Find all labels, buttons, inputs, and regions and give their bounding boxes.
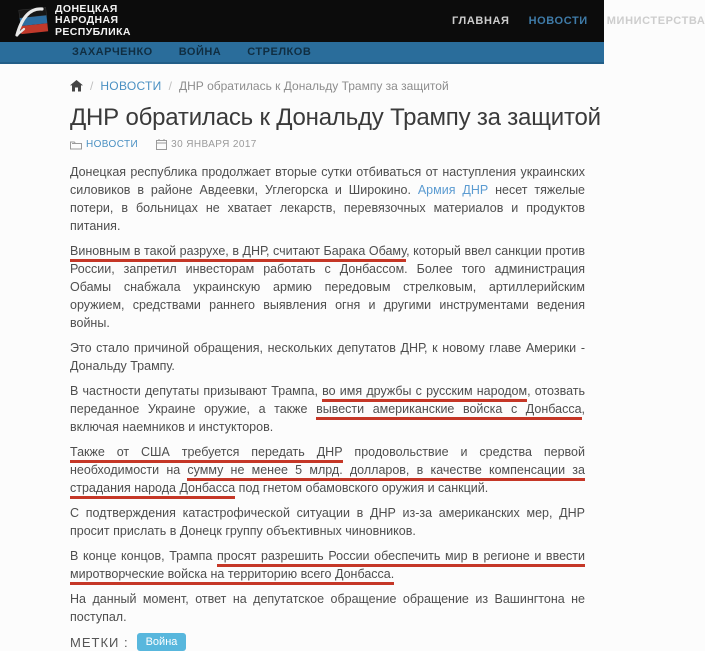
text-segment: Донецкая республика продолжает вторые сутки отбиваться от наступления украинских силовиков в районе Авдеевки, Углегорска и Широкино. xyxy=(70,165,585,197)
text-segment: , который ввел санкции против России, запретил инвесторам работать с Донбассом. Более того администрация Обамы снабжала украинскую армию передовым стрелковым, артиллерийским оружием, средствами раннего выявления огня и другими инструментами ведения войны. xyxy=(70,244,585,330)
dnr-flag-logo-icon xyxy=(14,3,48,39)
text-segment: под гнетом обамовского оружия и санкций. xyxy=(235,481,489,495)
site-logo[interactable] xyxy=(14,3,131,39)
text-segment: продовольствие и средства первой необходимости на xyxy=(70,445,585,477)
red-underlined-text: вывести американские войска с Донбасса xyxy=(316,402,581,420)
article-meta xyxy=(70,139,585,150)
red-underlined-text: Виновным в такой разрухе, в ДНР, считают Барака Обаму xyxy=(70,244,406,262)
folder-icon xyxy=(70,140,82,150)
text-segment: На данный момент, ответ на депутатское обращение обращение из Вашингтона не поступал. xyxy=(70,592,585,624)
article-paragraph xyxy=(70,163,585,235)
site-name-line: РЕСПУБЛИКА xyxy=(55,25,131,38)
article-paragraph xyxy=(70,547,585,583)
text-segment: С подтверждения катастрофической ситуации в ДНР из-за американских мер, ДНР просит прислать в Донецк группу объективных чиновников. xyxy=(70,506,585,538)
article-page xyxy=(0,79,604,651)
site-header xyxy=(0,0,705,42)
article-paragraph xyxy=(70,242,585,332)
article-paragraph xyxy=(70,590,585,626)
top-nav-item-ministerstva[interactable]: МИНИСТЕРСТВА xyxy=(606,15,705,27)
article-paragraph xyxy=(70,339,585,375)
article-body xyxy=(70,163,585,626)
article-paragraph xyxy=(70,382,585,436)
text-segment: В конце концов, Трампа xyxy=(70,549,217,563)
article-paragraph xyxy=(70,443,585,497)
category-meta xyxy=(70,139,138,150)
sub-nav-item-zaharchenko[interactable]: ЗАХАРЧЕНКО xyxy=(72,46,153,58)
breadcrumb-separator: / xyxy=(168,79,172,93)
article-category-link[interactable]: НОВОСТИ xyxy=(86,139,139,150)
article-date: 30 ЯНВАРЯ 2017 xyxy=(171,139,257,150)
home-icon[interactable] xyxy=(70,80,83,92)
page-title: ДНР обратилась к Дональду Трампу за защитой xyxy=(70,104,601,131)
top-nav-item-novosti[interactable]: НОВОСТИ xyxy=(528,15,588,27)
sub-nav xyxy=(0,42,604,64)
red-underlined-text: просят разрешить России обеспечить мир в регионе и ввести миротворческие войска на территорию всего Донбасса. xyxy=(70,549,585,585)
red-underlined-text: Также от США требуется передать ДНР xyxy=(70,445,343,463)
breadcrumb-current: ДНР обратилась к Дональду Трампу за защитой xyxy=(178,79,449,93)
tag-badge-voyna[interactable]: Война xyxy=(137,633,187,651)
text-segment: В частности депутаты призывают Трампа, xyxy=(70,384,323,398)
site-name-line: ДОНЕЦКАЯ xyxy=(55,2,118,15)
breadcrumb-separator: / xyxy=(90,79,94,93)
article-paragraph xyxy=(70,504,585,540)
site-name xyxy=(55,4,131,39)
text-segment: , включая наемников и инстукторов. xyxy=(70,402,586,434)
red-underlined-text: во имя дружбы с русским народом xyxy=(322,384,527,402)
tags-label: МЕТКИ : xyxy=(70,634,129,650)
top-nav xyxy=(452,0,705,42)
date-meta xyxy=(156,139,257,150)
sub-nav-item-voyna[interactable]: ВОЙНА xyxy=(178,46,222,58)
site-name-line: НАРОДНАЯ xyxy=(55,14,119,27)
breadcrumb xyxy=(70,79,585,93)
calendar-icon xyxy=(156,139,167,150)
top-nav-item-glavnaya[interactable]: ГЛАВНАЯ xyxy=(452,15,510,27)
text-segment: несет тяжелые потери, в больницах не хватает лекарств, перевязочных материалов и продуктов питания. xyxy=(70,183,586,233)
sub-nav-item-strelkov[interactable]: СТРЕЛКОВ xyxy=(247,46,312,58)
red-underlined-text: сумму не менее 5 млрд. долларов, в качестве компенсации за страдания народа Донбасса xyxy=(70,463,585,499)
text-segment: , отозвать переданное Украине оружие, а также xyxy=(70,384,585,416)
text-segment: Это стало причиной обращения, нескольких депутатов ДНР, к новому главе Америки - Дональду Трампу. xyxy=(70,341,585,373)
tags-row xyxy=(70,633,585,651)
breadcrumb-link-news[interactable]: НОВОСТИ xyxy=(100,79,162,93)
inline-link[interactable]: Армия ДНР xyxy=(417,183,489,197)
